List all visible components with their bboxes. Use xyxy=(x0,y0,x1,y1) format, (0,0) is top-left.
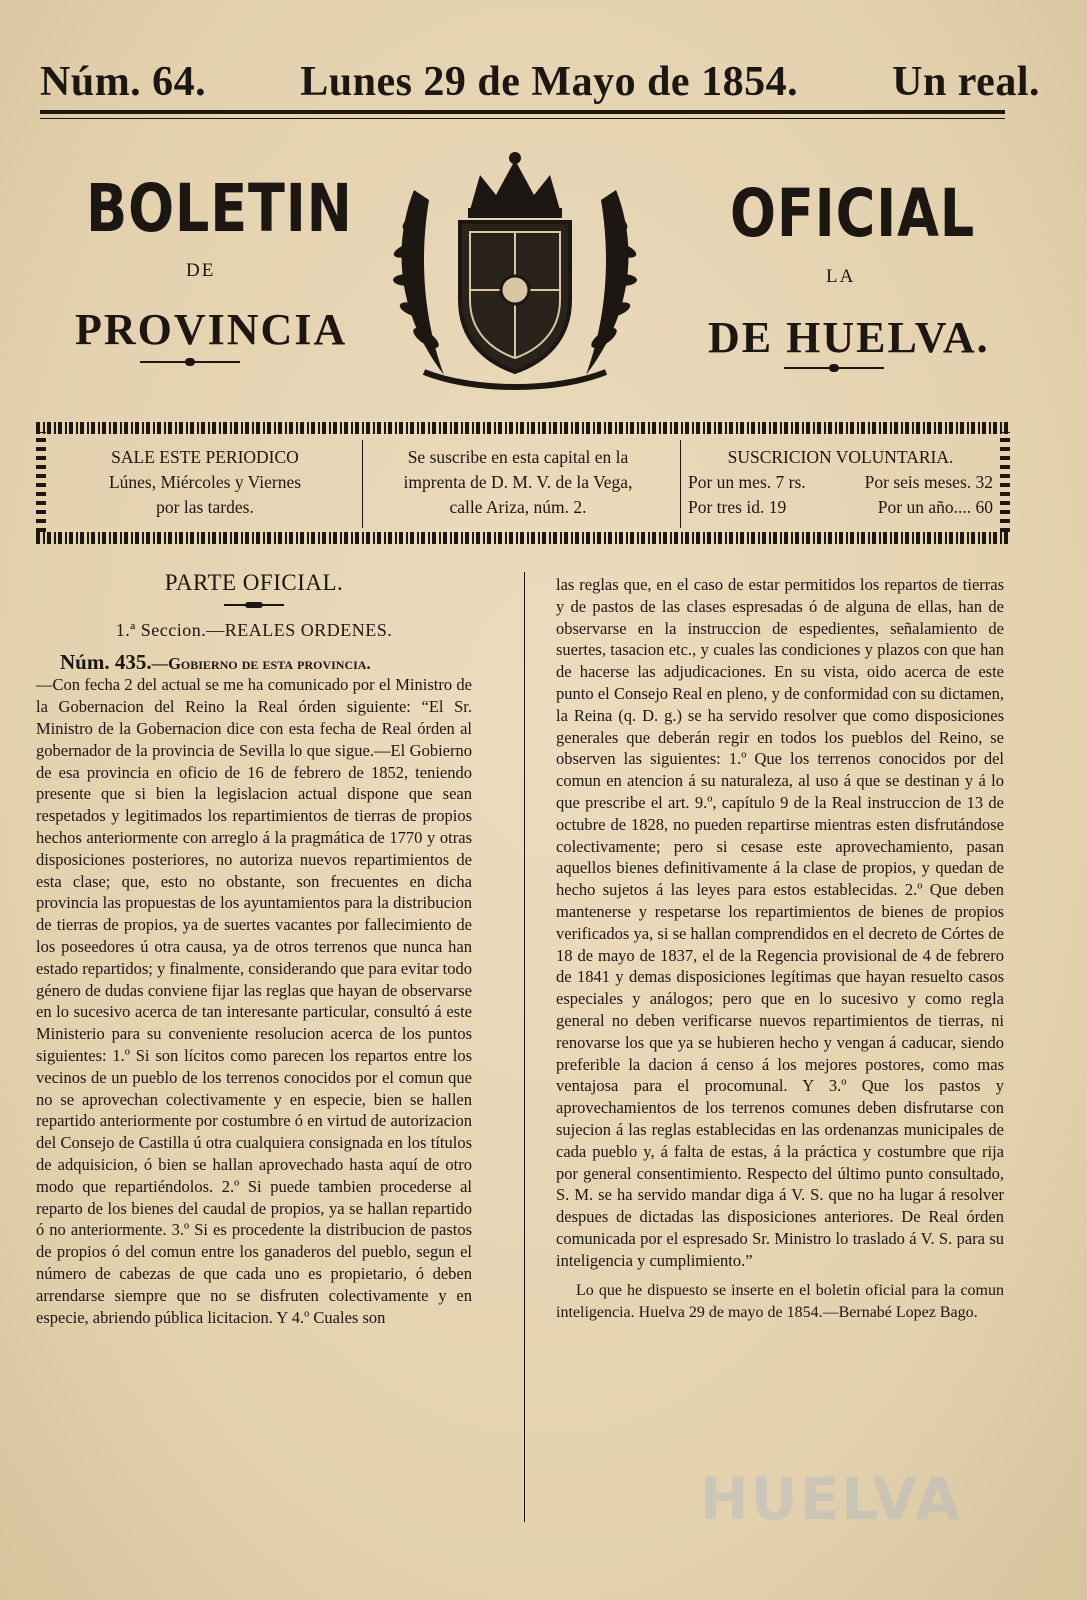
article-body-right: las reglas que, en el caso de estar permitidos los repartos de tierras y de pastos de las clases espresadas ó de alguna de ellas, han de observarse en la instruccion de espedientes, señalamiento de suertes, tasacion etc., y cuales las condiciones y plazos con que han de hacerse las adjudicaciones. En su vista, oido acerca de este punto el Consejo Real en pleno, y de conformidad con su dictamen, la Reina (q. D. g.) se ha servido resolver que como disposiciones generales que deberán regir en todos los pueblos del Reino, se observen las siguientes: 1.º Que los terrenos conocidos por del comun en atencion á su naturaleza, al uso á que se destinan y á lo que prescribe el art. 9.º, capítulo 9 de la Real instruccion de 13 de octubre de 1828, no pueden repartirse mientras esten disfrutándose colectivamente; pero si cesase este aprovechamiento, pasan aquellos bienes definitivamente á la clase de propios, y quedan de hecho sujetos á las leyes para estos establecidas. 2.º Que deben mantenerse y respetarse los repartimientos de bienes de propios verificados ya, si se hallan comprendidos en el decreto de Córtes de 18 de mayo de 1837, el de la Regencia provisional de 4 de febrero de 1841 y demas disposiciones legítimas que hayan resuelto casos especiales y análogos; pero que en lo sucesivo y como regla general no deben verificarse nuevos repartimientos de tierras, ni renovarse los que ya se hubieren hecho y vengan á caducar, siendo preferible la dacion á censo á los mejores postores, como mas ventajosa para el procomunal. Y 3.º Que los pastos y aprovechamientos de los terrenos comunes deben disfrutarse con sujecion á las reglas establecidas en las ordenanzas municipales de cada pueblo y, á falta de estas, á la práctica y costumbre que rija por general consentimiento. Respecto del último punto consultado, S. M. se ha servido mandar diga á V. S. que no ha lugar á resolver despues de dictadas las disposiciones anteriores. De Real órden comunicada por el espresado Sr. Ministro lo traslado á V. S. para su inteligencia y cumplimiento.” xyxy=(556,575,1004,1270)
suscricion-title: SUSCRICION VOLUNTARIA. xyxy=(727,447,954,467)
sale-time: por las tardes. xyxy=(156,497,254,517)
issue-date: Lunes 29 de Mayo de 1854. xyxy=(300,59,799,105)
band-divider xyxy=(362,440,363,528)
article-right-column xyxy=(556,574,1004,1324)
issue-price: Un real. xyxy=(892,59,1040,105)
info-suscribe xyxy=(368,445,668,520)
band-border-right xyxy=(1000,432,1010,532)
price-month: Por un mes. 7 rs. xyxy=(688,472,806,492)
suscribe-line-2: imprenta de D. M. V. de la Vega, xyxy=(403,472,633,492)
header-rule-thin xyxy=(40,118,1005,119)
suscribe-line-1: Se suscribe en esta capital en la xyxy=(407,447,629,467)
price-six-months: Por seis meses. 32 xyxy=(864,472,993,492)
ornament-left xyxy=(140,358,240,366)
ornament-right xyxy=(784,364,884,372)
info-suscricion xyxy=(688,445,993,520)
subsection-title: 1.ª Seccion.—REALES ORDENES. xyxy=(115,619,393,640)
sale-title: SALE ESTE PERIODICO xyxy=(111,447,299,467)
masthead-provincia: PROVINCIA xyxy=(75,305,348,354)
article-closing: Lo que he dispuesto se inserte en el boletin oficial para la comun inteligencia. Huelva 29 de mayo de 1854.—Bernabé Lopez Bago. xyxy=(556,1281,1004,1321)
price-year: Por un año.... 60 xyxy=(877,497,993,517)
article-number: Núm. 435. xyxy=(60,649,152,674)
section-ornament xyxy=(224,602,284,608)
masthead-de: DE xyxy=(186,260,216,281)
masthead-huelva: DE HUELVA. xyxy=(708,313,990,362)
article-issuer: —Gobierno de esta provincia. xyxy=(151,653,371,673)
article-lead xyxy=(36,649,472,675)
issue-number: Núm. 64. xyxy=(40,59,207,105)
coat-of-arms-icon xyxy=(384,150,646,395)
band-border-top xyxy=(36,422,1010,434)
band-border-bottom xyxy=(36,532,1010,544)
masthead-boletin: BOLETIN xyxy=(86,170,353,247)
masthead-oficial: OFICIAL xyxy=(730,175,976,252)
masthead-la: LA xyxy=(826,266,856,287)
section-title: PARTE OFICIAL. xyxy=(164,570,344,595)
info-sale xyxy=(60,445,350,520)
article-left-column xyxy=(36,572,472,1328)
band-border-left xyxy=(36,432,46,532)
column-divider xyxy=(524,572,525,1522)
suscribe-line-3: calle Ariza, núm. 2. xyxy=(449,497,587,517)
header-rule xyxy=(40,110,1005,114)
library-watermark: HUELVA xyxy=(700,1465,963,1533)
article-body-left: —Con fecha 2 del actual se me ha comunicado por el Ministro de la Gobernacion del Reino la Real órden siguiente: “El Sr. Ministro de la Gobernacion dice con esta fecha de Real órden al gobernador de la provincia de Sevilla lo que sigue.—El Gobierno de esa provincia en oficio de 16 de febrero de 1852, teniendo presente que si bien la legislacion actual dispone que sean respetados y legitimados los repartimientos de tierras de propios hechos anteriormente con arreglo á la pragmática de 1770 y otras disposiciones posteriores, no autoriza nuevos repartimientos de esta clase; que, esto no obstante, son frecuentes en dicha provincia las propuestas de los ayuntamientos para la distribucion de tierras de propios, ya de suertes vacantes por fallecimiento de los poseedores ú otra causa, ya de otros terrenos que nunca han estado repartidos; y finalmente, considerando que para evitar todo género de dudas conviene fijar las reglas que hayan de observarse en lo sucesivo acerca de tan interesante particular, consultó á este Ministerio para su conveniente resolucion acerca de los puntos siguientes: 1.º Si son lícitos como parecen los repartos entre los vecinos de un pueblo de los terrenos conocidos por el comun que no se aprovechan colectivamente y en especie, bien se hallen repartido anteriormente por costumbre ó en virtud de autorizacion del Consejo de Castilla ú otra cualquiera consignada en los títulos de adquisicion, ó bien se hallan aprovechado hasta aquí de otro modo que repartiéndolos. 2.º Si puede tambien procederse al reparto de los bienes del caudal de propios, ya se hallan repartido ó no anteriormente. 3.º Si es procedente la distribucion de pastos de propios ó del comun entre los ganaderos del pueblo, segun el número de cabezas de que cada uno es propietario, ó deben arrendarse siempre que no se disfruten colectivamente y en especie, abriendo pública licitacion. Y 4.º Cuales son xyxy=(36,675,472,1327)
price-three-months: Por tres id. 19 xyxy=(688,497,787,517)
band-divider xyxy=(680,440,681,528)
sale-days: Lúnes, Miércoles y Viernes xyxy=(108,472,302,492)
issue-header xyxy=(40,58,1040,106)
